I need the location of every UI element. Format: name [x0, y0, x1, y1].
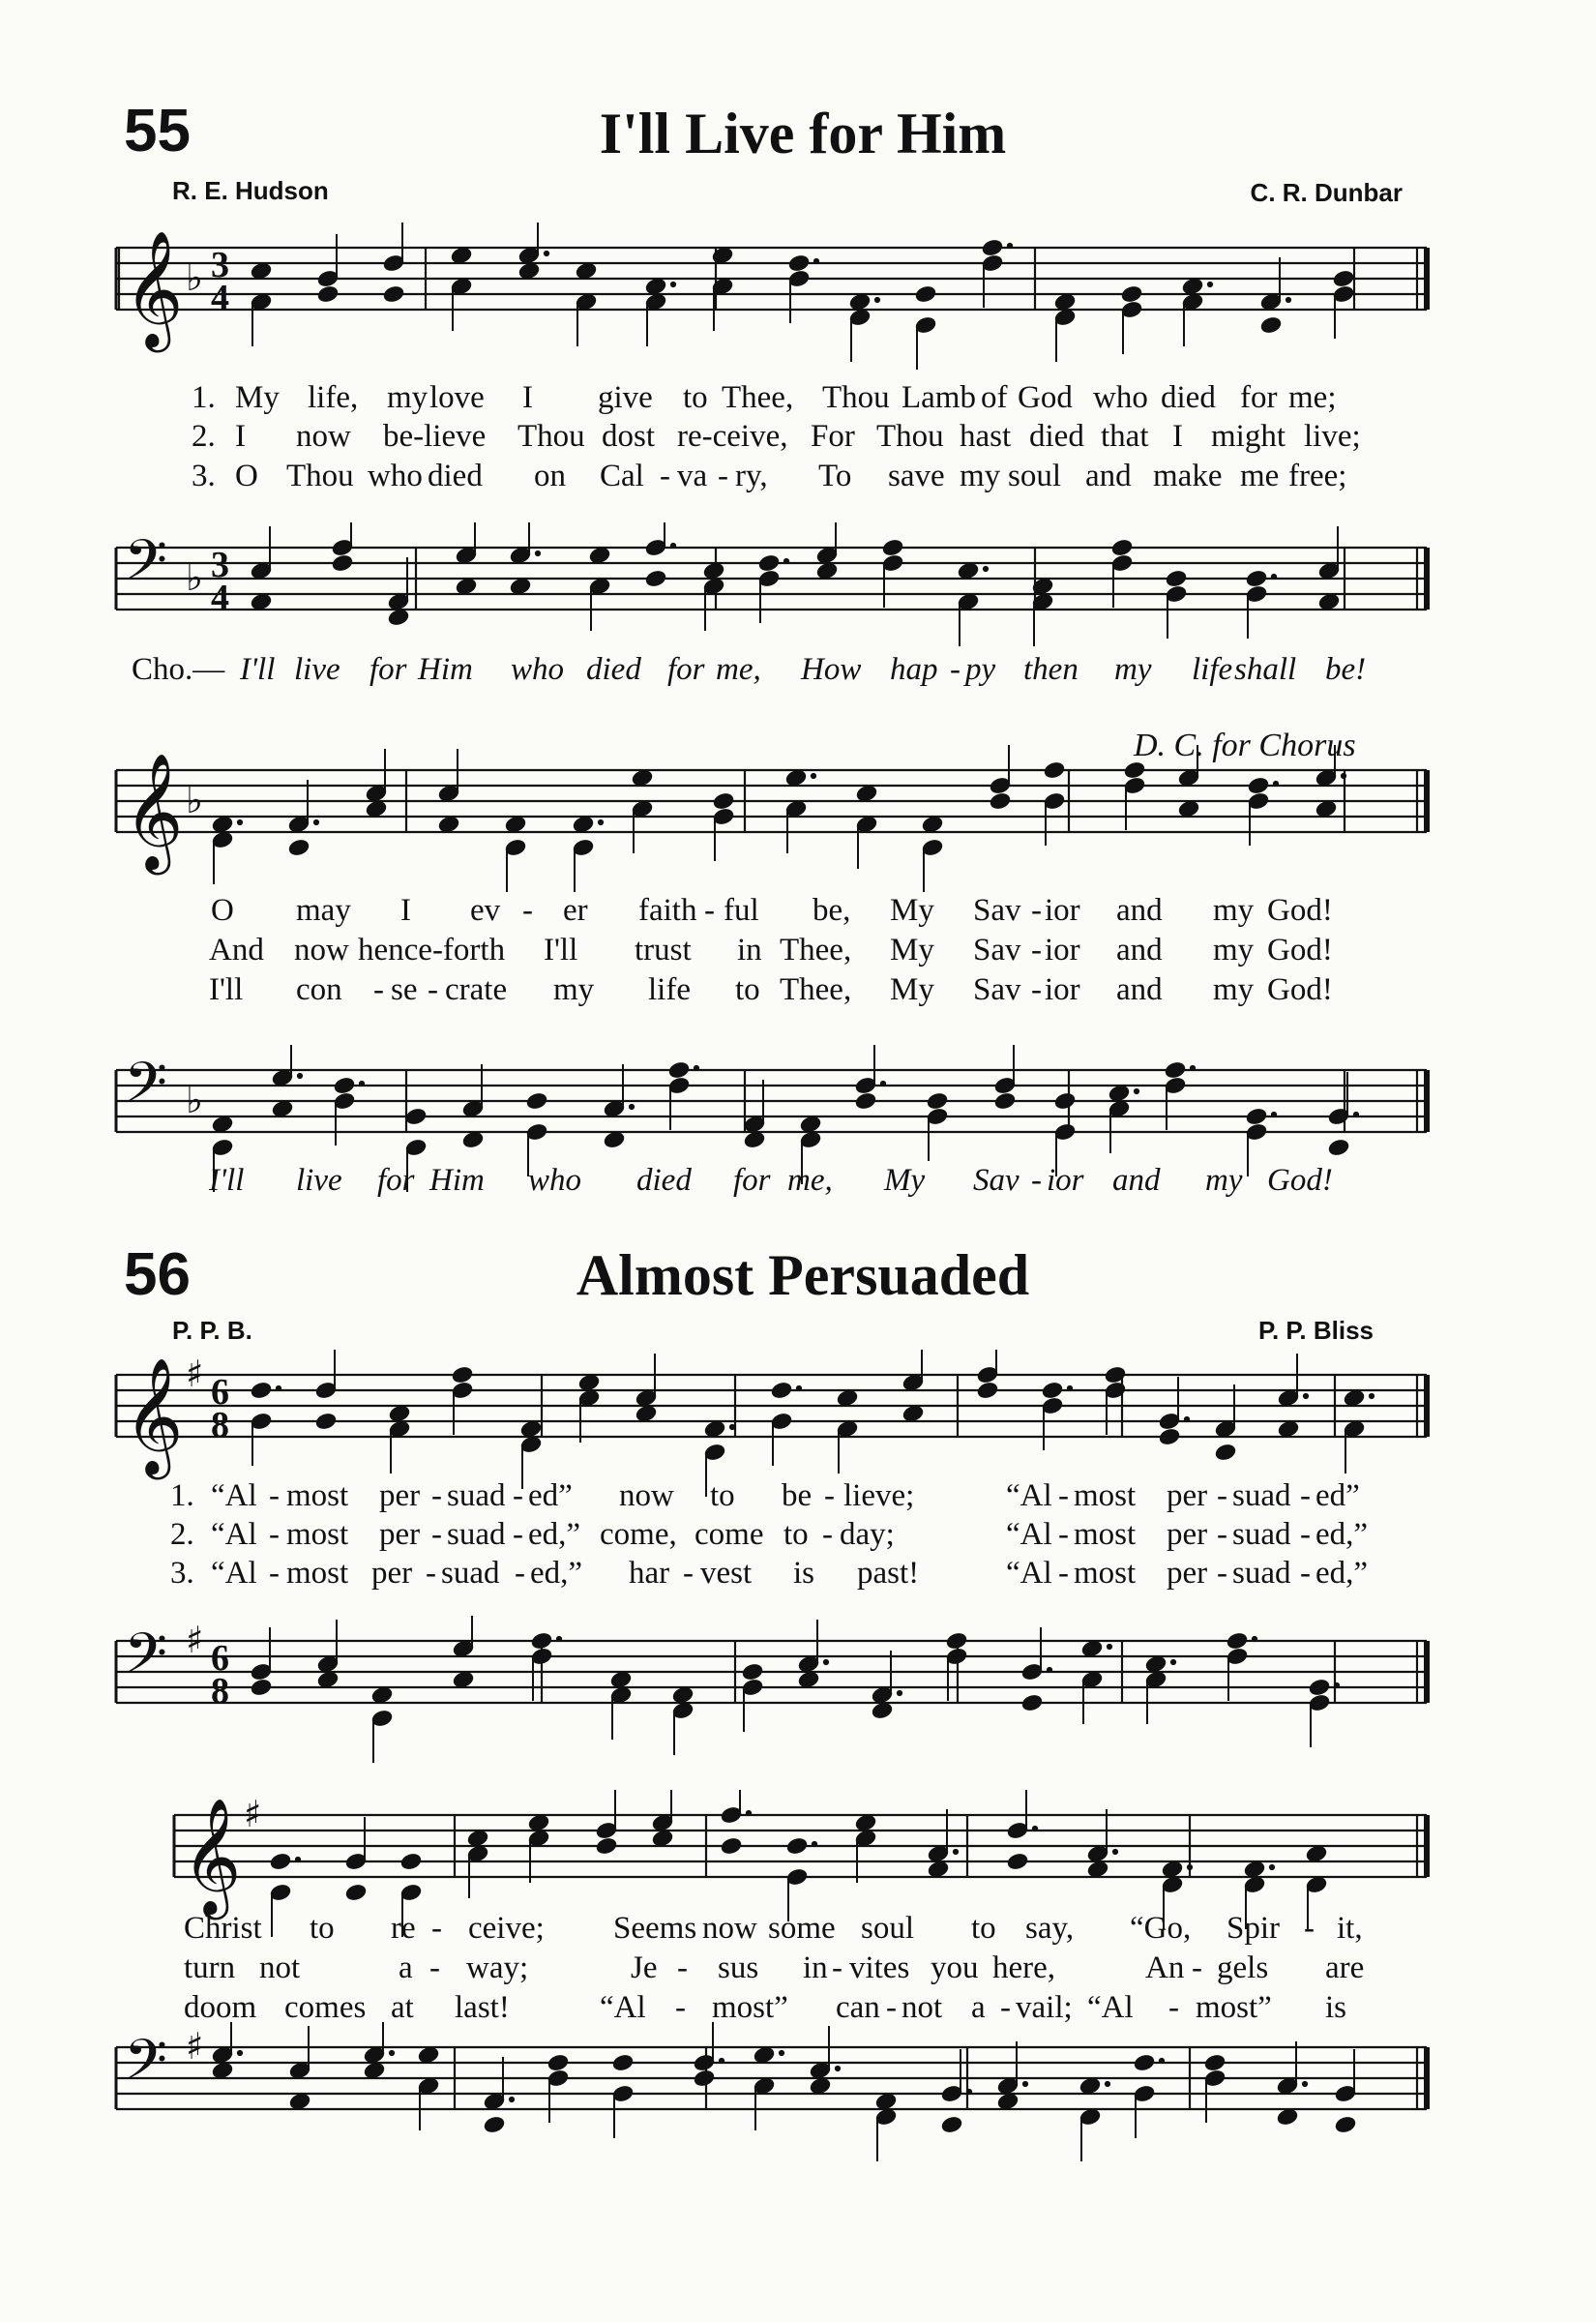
- svg-text:𝄞: 𝄞: [124, 1356, 184, 1474]
- treble-staff: [0, 745, 1596, 909]
- verse-line: 1. My life, my love I give to Thee, Thou Lamb of God who died for me;: [192, 380, 1337, 415]
- svg-text:♭: ♭: [186, 1079, 203, 1121]
- music-credit: P. P. Bliss: [1257, 1316, 1374, 1345]
- verse-line: 3. O Thou who died on Cal - va - ry, To save my soul and make me free;: [192, 459, 1347, 493]
- verse-line: doom comes at last! “Al - most” can - not a - vail; “Al - most” is: [184, 1990, 1347, 2025]
- svg-text:6: 6: [211, 1372, 229, 1413]
- verse-line: I'll con - se - crate my life to Thee, My Sav - ior and my God!: [209, 972, 1333, 1007]
- verse-line: And now hence-forth I'll trust in Thee, My Sav - ior and my God!: [209, 933, 1333, 968]
- svg-text:𝄞: 𝄞: [182, 1797, 242, 1915]
- hymn-number: 56: [124, 1241, 191, 1308]
- svg-text:𝄢: 𝄢: [124, 1050, 168, 1129]
- treble-staff: [0, 223, 1596, 387]
- verse-line: turn not a - way; Je - sus in - vites you here, An - gels are: [184, 1950, 1365, 1985]
- svg-text:♯: ♯: [186, 1619, 204, 1661]
- chorus-line: Cho.— I'll live for Him who died for me, How hap - py then my life shall be!: [132, 652, 1367, 687]
- svg-text:𝄢: 𝄢: [124, 2027, 168, 2106]
- svg-text:8: 8: [211, 1405, 229, 1445]
- svg-text:3: 3: [211, 545, 229, 585]
- svg-text:♯: ♯: [186, 2025, 204, 2068]
- hymn-title: Almost Persuaded: [576, 1243, 1030, 1307]
- svg-text:♯: ♯: [244, 1793, 262, 1835]
- svg-text:♭: ♭: [186, 556, 203, 599]
- bass-staff: [0, 2022, 1596, 2187]
- svg-text:𝄞: 𝄞: [124, 752, 184, 870]
- verse-line: 2. “Al - most per - suad - ed,” come, come to - day; “Al - most per - suad - ed,”: [170, 1517, 1369, 1552]
- hymn-title: I'll Live for Him: [599, 102, 1007, 165]
- svg-text:♭: ♭: [186, 779, 203, 821]
- verse-line: 3. “Al - most per - suad - ed,” har - vest is past! “Al - most per - suad - ed,”: [170, 1556, 1369, 1591]
- svg-text:♯: ♯: [186, 1353, 204, 1395]
- svg-text:4: 4: [211, 578, 229, 618]
- dc-direction: D. C. for Chorus: [1134, 728, 1356, 763]
- verse-line: Christ to re - ceive; Seems now some soul to say, “Go, Spir - it,: [184, 1911, 1363, 1946]
- music-credit: C. R. Dunbar: [1250, 178, 1403, 207]
- words-credit: P. P. B.: [172, 1316, 252, 1345]
- verse-line: 1. “Al - most per - suad - ed” now to be - lieve; “Al - most per - suad - ed”: [170, 1478, 1360, 1513]
- svg-text:6: 6: [211, 1638, 229, 1679]
- chorus-line: I'll live for Him who died for me, My Sav - ior and my God!: [209, 1163, 1333, 1198]
- verse-line: 2. I now be-lieve Thou dost re-ceive, For Thou hast died that I might live;: [192, 419, 1361, 454]
- svg-text:𝄢: 𝄢: [124, 527, 168, 607]
- svg-text:♭: ♭: [186, 256, 203, 299]
- bass-staff: [0, 1616, 1596, 1780]
- svg-text:𝄢: 𝄢: [124, 1621, 168, 1700]
- words-credit: R. E. Hudson: [172, 176, 329, 205]
- hymn-number: 55: [124, 98, 191, 164]
- verse-line: O may I ev - er faith - ful be, My Sav - ior and my God!: [211, 893, 1333, 928]
- svg-text:3: 3: [211, 245, 229, 285]
- svg-text:4: 4: [211, 278, 229, 318]
- svg-text:8: 8: [211, 1671, 229, 1712]
- svg-text:𝄞: 𝄞: [124, 229, 184, 347]
